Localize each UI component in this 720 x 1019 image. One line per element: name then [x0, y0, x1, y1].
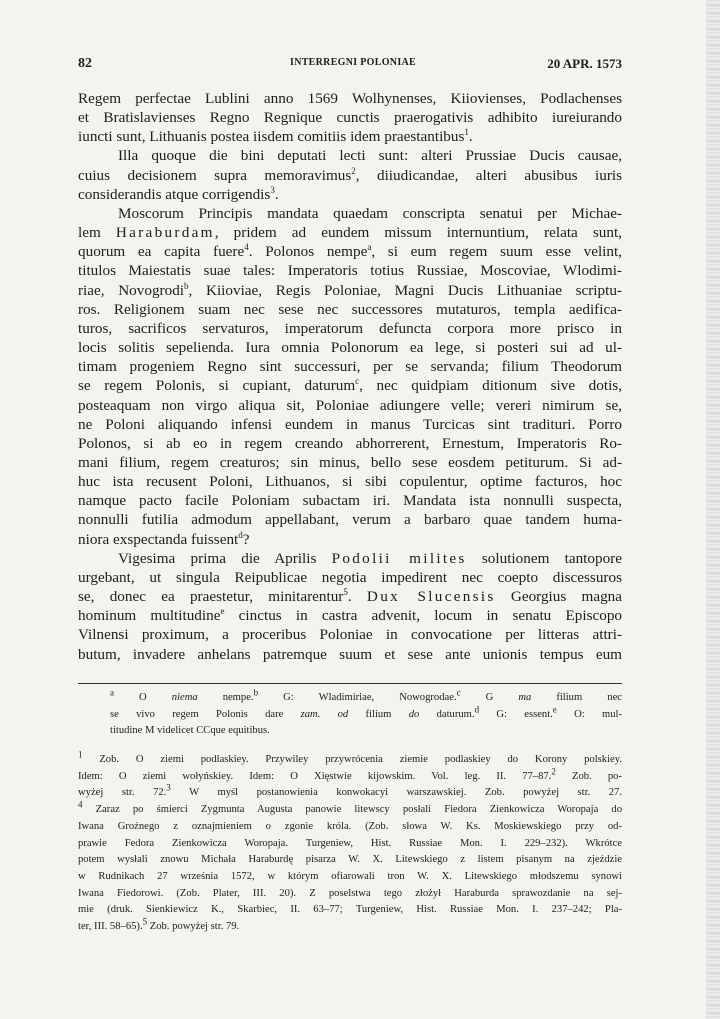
text-line — [78, 204, 622, 223]
footnote-marker: e — [220, 606, 225, 617]
text-line — [78, 799, 622, 819]
text-segment: mie (druk. Sienkiewicz K., Skarbiec, II. 63–77; Turgeniew, Hist. Russiae Mon. I. 237–242; Pla- — [78, 904, 622, 916]
text-line — [78, 376, 622, 395]
footnote-marker: a — [110, 687, 114, 698]
text-line — [78, 434, 622, 453]
footnote-marker: 1 — [78, 749, 83, 760]
text-segment: ? — [242, 530, 250, 548]
text-segment: W myśl postanowienia konwokacyi warszawskiej. Zob. powyżej str. 27. — [170, 787, 622, 799]
text-line — [78, 782, 622, 802]
footnote-divider — [78, 683, 622, 684]
text-segment: riae, Novogrodi — [78, 281, 185, 299]
text-line — [78, 108, 622, 127]
italic-word: zam. od — [300, 708, 349, 720]
text-segment: daturum. — [419, 708, 475, 720]
footnote-marker: 5 — [142, 916, 148, 927]
footnote-marker: 1 — [464, 127, 469, 138]
text-line — [78, 530, 622, 549]
text-segment: Vilnensi proximum, a proceribus Poloniae in convocatione per litteras attri- — [78, 626, 622, 644]
italic-word: niema — [171, 692, 198, 703]
text-segment: Zob. po- — [555, 770, 622, 782]
text-segment: Iwana Fiedorowi. (Zob. Plater, III. 20). Z poselstwa tego złożył Haraburda sprawozdanie na sej- — [78, 887, 622, 899]
text-line — [78, 415, 622, 434]
text-segment: , nec quidpiam ditionum sive dotis, — [359, 377, 623, 395]
text-segment: ros. Religionem suam nec sese nec successores mutaturos, templa aedifica- — [78, 300, 622, 318]
text-segment: considerandis atque corrigendis — [78, 185, 271, 203]
text-segment: mani filium, regem creaturos; sin minus, bello sese eosdem petiturum. Si ad- — [78, 453, 622, 471]
text-segment: namque pacto facile Poloniam subactam iri. Mandata ista nonnulli suspecta, — [78, 492, 622, 510]
text-segment: niora exspectanda fuissent — [78, 530, 239, 548]
text-segment: titulos Maiestatis suae tales: Imperatoris totius Russiae, Moscoviae, Wlodimi- — [78, 262, 622, 280]
text-line — [78, 261, 622, 280]
text-line — [78, 300, 622, 319]
italic-word: do — [408, 708, 420, 720]
spaced-name: Podolii milites — [331, 549, 467, 567]
text-segment: G: Wladimiriae, Nowogrodae. — [258, 692, 457, 703]
text-line — [78, 166, 622, 185]
text-line — [110, 687, 622, 707]
text-segment: lem — [78, 224, 116, 242]
text-line — [78, 396, 622, 415]
text-line — [78, 472, 622, 491]
page-number: 82 — [78, 56, 92, 71]
text-segment: w Rudnikach 27 września 1572, w którym ofiarowali tron W. X. Litewskiego młodszemu synowi — [78, 870, 622, 882]
footnote-marker: d — [474, 703, 480, 714]
text-segment: iuncti sunt, Lithuanis postea iisdem comitiis idem praestantibus — [78, 128, 465, 146]
text-segment: ne Poloni aliquando infensi eundem in manus Turcicas sint tradituri. Porro — [78, 415, 622, 433]
text-segment: G: essent. — [479, 708, 553, 720]
text-segment: Zob. O ziemi podlaskiey. Przywiley przywrócenia ziemie podlaskiey do Korony polskiey. — [82, 754, 622, 765]
text-segment: filium nec — [531, 692, 622, 703]
text-line — [78, 185, 622, 204]
spaced-name: Dux Slucensis — [366, 588, 496, 606]
text-segment: butum, invadere anhelans patremque suum et sese ante unionis tempus eum — [78, 645, 622, 663]
text-segment: se vivo regem Polonis dare — [110, 708, 301, 720]
text-segment: Regem perfectae Lublini anno 1569 Wolhynenses, Kiiovienses, Podlachenses — [78, 90, 622, 107]
text-segment: cinctus in castra advenit, locum in senatu Episcopo — [224, 607, 623, 625]
text-segment: quorum ea capita fuere — [78, 243, 245, 261]
text-segment: hominum multitudine — [78, 607, 221, 625]
header-date: 20 APR. 1573 — [547, 56, 622, 71]
text-segment: Zob. powyżej str. 79. — [147, 921, 240, 933]
footnote-marker: c — [456, 687, 461, 698]
text-line — [78, 510, 622, 529]
running-title: INTERREGNI POLONIAE — [290, 57, 416, 68]
text-line — [78, 852, 622, 869]
footnote-marker: c — [355, 376, 360, 387]
text-line — [78, 886, 622, 903]
spaced-name: Haraburdam — [115, 224, 215, 242]
text-segment: G — [460, 692, 519, 703]
text-line — [78, 223, 622, 242]
footnote-marker: 3 — [166, 782, 171, 793]
text-line — [78, 89, 622, 108]
text-line — [110, 703, 622, 724]
text-segment: . Polonos nempe — [248, 243, 368, 261]
text-segment: O: mul- — [556, 708, 622, 720]
text-segment: , si eum regem suum esse velint, — [371, 243, 622, 261]
text-segment: urgebant, ut singula Reipublicae negotia impedirent nec coepto discessuros — [78, 568, 622, 586]
text-segment: Idem: O ziemi wołyńskiey. Idem: O Xięstwie kijowskim. Vol. leg. II. 77–87. — [78, 770, 552, 782]
text-segment: prawie Fedora Zienkowicza Woropaja. Turgeniew, Hist. Russiae Mon. I. 229–232). Wkrótce — [78, 837, 622, 849]
text-line — [78, 749, 622, 769]
text-line — [78, 127, 622, 146]
text-segment: titudine M videlicet CCque equitibus. — [110, 725, 270, 736]
text-line — [78, 338, 622, 357]
text-line — [78, 625, 622, 644]
text-segment: Illa quoque die bini deputati lecti sunt: alteri Prussiae Ducis causae, — [118, 147, 622, 165]
text-segment: solutionem tantopore — [466, 549, 622, 567]
variant-footnotes — [110, 687, 622, 740]
footnote-marker: 4 — [244, 242, 249, 253]
text-segment: turos, sacrificos servaturos, imperatorum defuncta corpora more prisco in — [78, 319, 622, 337]
text-line — [78, 319, 622, 338]
text-segment: huc ista recusent Poloni, Lithuanos, si sibi copulentur, optime facturos, hoc — [78, 473, 622, 491]
footnote-marker: b — [184, 280, 189, 291]
text-line — [78, 242, 622, 261]
text-line — [78, 146, 622, 165]
text-line — [78, 568, 622, 587]
text-segment: wyżej str. 72. — [78, 787, 167, 799]
footnote-marker: 4 — [78, 799, 83, 810]
footnote-marker: 2 — [351, 165, 356, 176]
text-segment: Vigesima prima die Aprilis — [118, 549, 332, 567]
footnote-marker: e — [552, 703, 557, 714]
text-line — [78, 869, 622, 886]
scan-edge — [706, 0, 720, 1019]
text-segment: potem wysłali znowu Michała Haraburdę pisarza W. X. Litewskiego z listem pisanym na zjeździe — [78, 854, 622, 866]
text-segment: filium — [348, 708, 409, 720]
text-segment: se, donec ea praestetur, minitarentur — [78, 588, 344, 606]
text-line — [78, 916, 622, 936]
text-segment: , Kiioviae, Regis Poloniae, Magni Ducis Lithuaniae scriptu- — [188, 281, 622, 299]
text-segment: . — [274, 185, 279, 203]
text-segment: cuius decisionem supra memoravimus — [78, 166, 352, 184]
text-line — [78, 281, 622, 300]
text-segment: posteaquam non virgo aliqua sit, Poloniae adiungere velle; vereri nimirum se, — [78, 396, 622, 414]
text-segment: Georgius magna — [495, 588, 623, 606]
text-line — [78, 549, 622, 568]
text-line — [78, 491, 622, 510]
text-line — [78, 766, 622, 786]
text-segment: se regem Polonis, si cupiant, daturum — [78, 377, 356, 395]
text-segment: Polonos, si ab eo in regem creando abhorrerent, Ernestum, Imperatoris Ro- — [78, 434, 622, 452]
source-footnotes — [78, 749, 622, 936]
text-segment: , diiudicandae, alteri abusibus iuris — [355, 166, 623, 184]
body-text — [78, 89, 622, 664]
text-segment: nempe. — [197, 692, 254, 703]
italic-word: ma — [518, 692, 532, 703]
footnote-marker: a — [367, 242, 372, 253]
text-segment: Iwana Groźnego z oznajmieniem o zgonie króla. (Zob. słowa W. Ks. Moskiewskiego przy od- — [78, 820, 622, 832]
text-segment: . — [347, 588, 367, 606]
text-line — [78, 645, 622, 664]
text-line — [78, 453, 622, 472]
text-segment: . — [468, 128, 473, 146]
text-line — [78, 902, 622, 919]
text-line — [78, 357, 622, 376]
text-segment: O — [114, 692, 172, 703]
footnote-marker: d — [238, 529, 243, 540]
text-segment: timam progeniem Regno sint successuri, per se servanda; filium Theodorum — [78, 358, 622, 376]
text-segment: , pridem ad eundem missum internuntium, relata sunt, — [214, 224, 623, 242]
text-line — [78, 836, 622, 853]
running-header — [78, 56, 622, 76]
text-line — [78, 587, 622, 606]
text-line — [110, 723, 622, 740]
text-line — [78, 819, 622, 836]
text-segment: nonnulli futilia admodum appellabant, verum a barbaro quae tandem huma- — [78, 511, 622, 529]
text-segment: et Bratislavienses Regno Regnique cunctis praerogativis adhibito iureiurando — [78, 109, 622, 127]
footnote-marker: 3 — [270, 184, 275, 195]
text-segment: Moscorum Principis mandata quaedam conscripta senatui per Michae- — [118, 204, 622, 222]
text-segment: Zaraz po śmierci Zygmunta Augusta panowie litewscy posłali Fiedora Zienkowicza Woropaja do — [82, 804, 622, 816]
footnote-marker: 5 — [343, 587, 348, 597]
text-line — [78, 606, 622, 625]
text-segment: locis solitis sepelienda. Iura omnia Polonorum ea lege, si posteri sui ad ul- — [78, 339, 622, 357]
text-segment: ter, III. 58–65). — [78, 921, 143, 933]
footnote-marker: b — [253, 687, 259, 698]
footnote-marker: 2 — [551, 766, 556, 777]
